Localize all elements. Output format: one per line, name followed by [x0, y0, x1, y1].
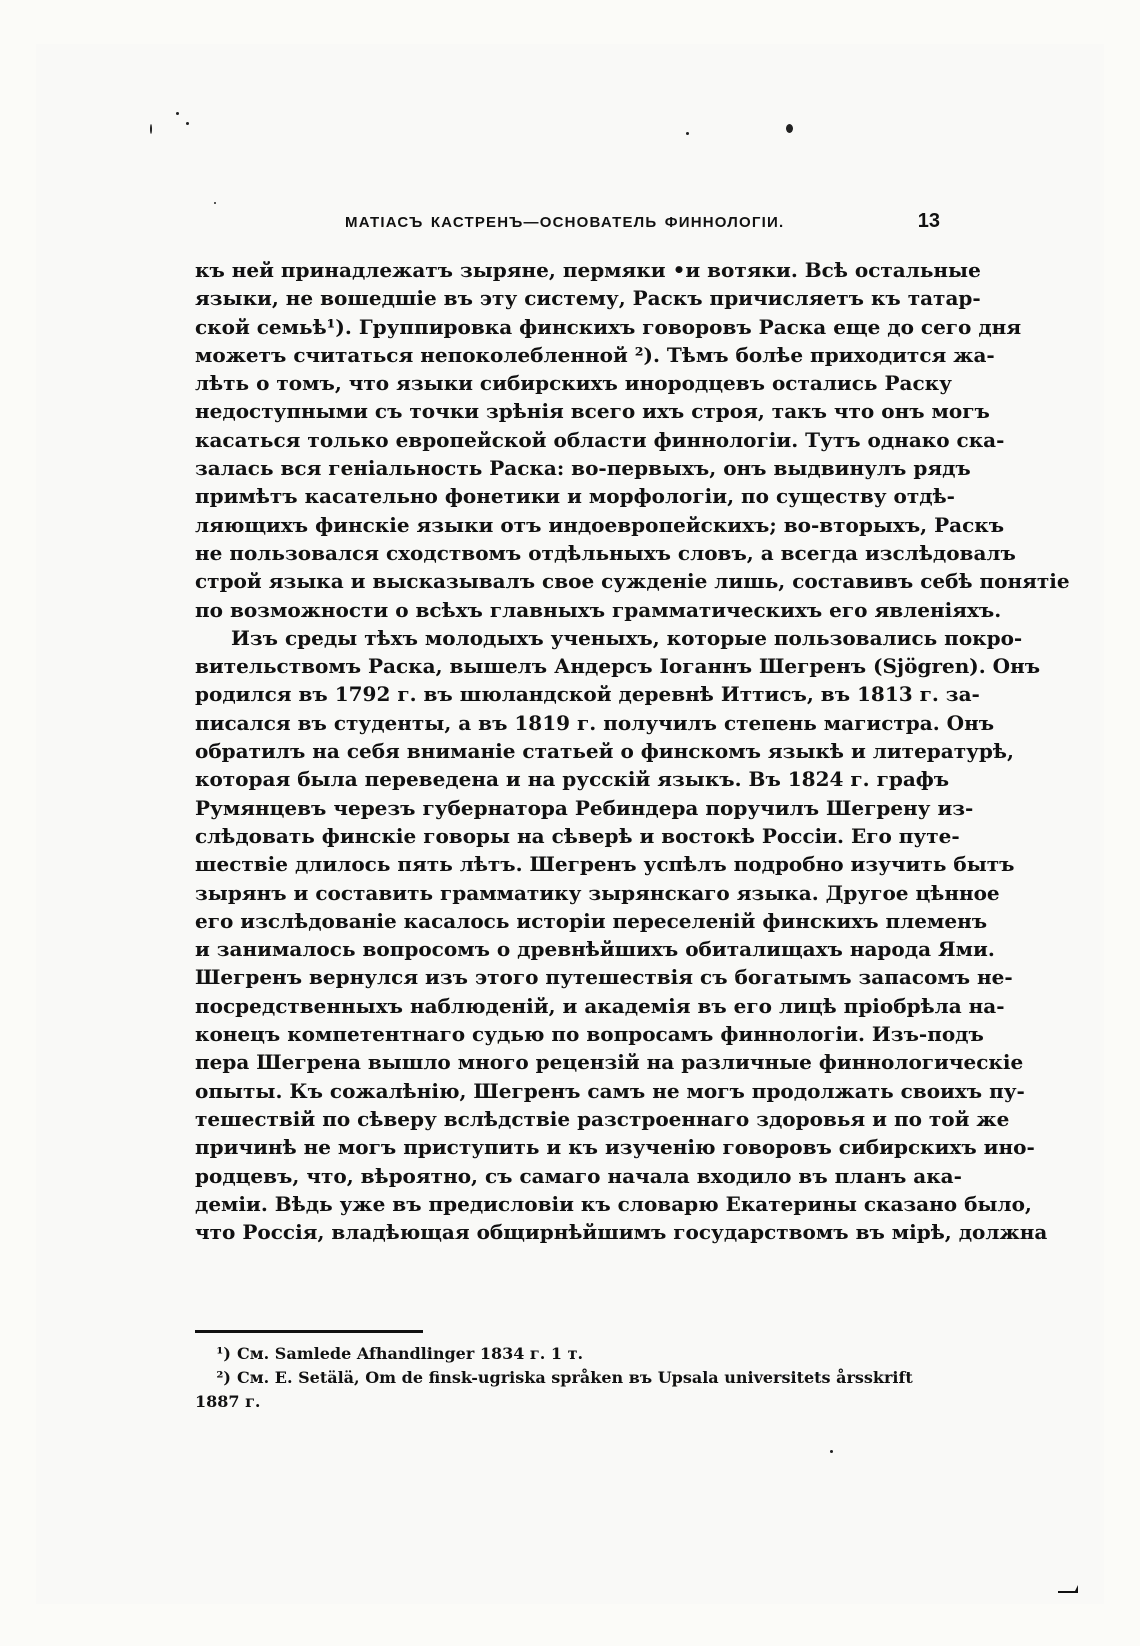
scan-speck: [214, 202, 216, 204]
body-text: [195, 256, 1070, 1246]
text-line: вительствомъ Раска, вышелъ Андерсъ Іоганнъ Шегренъ (Sjögren). Онъ: [195, 654, 1041, 679]
scan-speck: [830, 1450, 833, 1453]
text-line: языки, не вошедшіе въ эту систему, Раскъ причисляетъ къ татар-: [195, 286, 981, 311]
running-title: МАТІАСЪ КАСТРЕНЪ—ОСНОВАТЕЛЬ ФИННОЛОГІИ.: [345, 214, 785, 231]
footnote-mark: ²): [216, 1368, 231, 1387]
text-line: зырянъ и составить грамматику зырянскаго языка. Другое цѣнное: [195, 880, 1000, 905]
text-line: причинѣ не могъ приступить и къ изученію говоровъ сибирскихъ ино-: [195, 1135, 1035, 1160]
scan-speck: [150, 124, 152, 134]
text-line: шествіе длилось пять лѣтъ. Шегренъ успѣлъ подробно изучить бытъ: [195, 852, 1015, 877]
footnotes: [195, 1342, 940, 1414]
text-line: тешествій по сѣверу вслѣдствіе разстроеннаго здоровья и по той же: [195, 1106, 1010, 1131]
footnote-1: [195, 1342, 940, 1366]
text-line: строй языка и высказывалъ свое сужденіе лишь, составивъ себѣ понятіе: [195, 569, 1070, 594]
text-line: можетъ считаться непоколебленной ²). Тѣмъ болѣе приходится жа-: [195, 342, 995, 367]
text-line: недоступными съ точки зрѣнія всего ихъ строя, такъ что онъ могъ: [195, 399, 990, 424]
scan-speck: [786, 124, 793, 133]
text-line: писался въ студенты, а въ 1819 г. получилъ степень магистра. Онъ: [195, 710, 995, 735]
text-line: и занималось вопросомъ о древнѣйшихъ обиталищахъ народа Ями.: [195, 937, 995, 962]
text-line: которая была переведена и на русскій языкъ. Въ 1824 г. графъ: [195, 767, 950, 792]
text-line: родился въ 1792 г. въ шюландской деревнѣ Иттисъ, въ 1813 г. за-: [195, 682, 980, 707]
text-line: конецъ компетентнаго судью по вопросамъ финнологіи. Изъ-подъ: [195, 1022, 984, 1047]
text-line: родцевъ, что, вѣроятно, съ самаго начала входило въ планъ ака-: [195, 1163, 962, 1188]
text-line: ской семьѣ¹). Группировка финскихъ говоровъ Раска еще до сего дня: [195, 314, 1022, 339]
text-line: слѣдовать финскіе говоры на сѣверѣ и востокѣ Россіи. Его путе-: [195, 823, 960, 848]
footnote-text: См. Samlede Afhandlinger 1834 г. 1 т.: [237, 1344, 584, 1363]
text-line: къ ней принадлежатъ зыряне, пермяки •и вотяки. Всѣ остальные: [195, 258, 981, 282]
footnote-2: [195, 1366, 940, 1390]
text-line: Румянцевъ черезъ губернатора Ребиндера поручилъ Шегрену из-: [195, 795, 974, 820]
text-line: примѣтъ касательно фонетики и морфологіи, по существу отдѣ-: [195, 484, 955, 509]
text-line: касаться только европейской области финнологіи. Тутъ однако ска-: [195, 427, 1005, 452]
footnote-rule: [195, 1330, 423, 1333]
scan-speck: [686, 132, 689, 135]
text-line: Шегренъ вернулся изъ этого путешествія съ богатымъ запасомъ не-: [195, 965, 1013, 990]
text-line: Изъ среды тѣхъ молодыхъ ученыхъ, которые пользовались покро-: [231, 625, 1023, 650]
footnote-mark: ¹): [216, 1344, 231, 1363]
text-line: лѣть о томъ, что языки сибирскихъ инородцевъ остались Раску: [195, 371, 952, 396]
text-line: посредственныхъ наблюденій, и академія въ его лицѣ пріобрѣла на-: [195, 993, 1005, 1018]
text-line: ляющихъ финскіе языки отъ индоевропейскихъ; во-вторыхъ, Раскъ: [195, 512, 1005, 537]
text-line: по возможности о всѣхъ главныхъ грамматическихъ его явленіяхъ.: [195, 597, 1002, 622]
scan-speck: [176, 112, 179, 115]
text-line: обратилъ на себя вниманіе статьей о финскомъ языкѣ и литературѣ,: [195, 739, 1014, 764]
page-number: 13: [917, 210, 940, 232]
text-line: залась вся геніальность Раска: во-первыхъ, онъ выдвинулъ рядъ: [195, 456, 971, 481]
text-line: не пользовался сходствомъ отдѣльныхъ словъ, а всегда изслѣдовалъ: [195, 540, 1016, 565]
footnote-2-continuation: 1887 г.: [195, 1392, 261, 1411]
text-line: пера Шегрена вышло много рецензій на различные финнологическіе: [195, 1050, 1024, 1075]
footnote-text: См. E. Setälä, Om de finsk-ugriska språken въ Upsala universitets årsskrift: [237, 1368, 913, 1387]
text-line: его изслѣдованіе касалось исторіи переселеній финскихъ племенъ: [195, 908, 988, 933]
text-line: что Россія, владѣющая общирнѣйшимъ государствомъ въ мірѣ, должна: [195, 1220, 1048, 1245]
scan-speck: [186, 122, 189, 125]
page-header: [195, 210, 940, 242]
page-corner-mark-icon: [1058, 1584, 1080, 1594]
text-line: опыты. Къ сожалѣнію, Шегренъ самъ не могъ продолжать своихъ пу-: [195, 1078, 1025, 1103]
text-line: деміи. Вѣдь уже въ предисловіи къ словарю Екатерины сказано было,: [195, 1191, 1032, 1216]
